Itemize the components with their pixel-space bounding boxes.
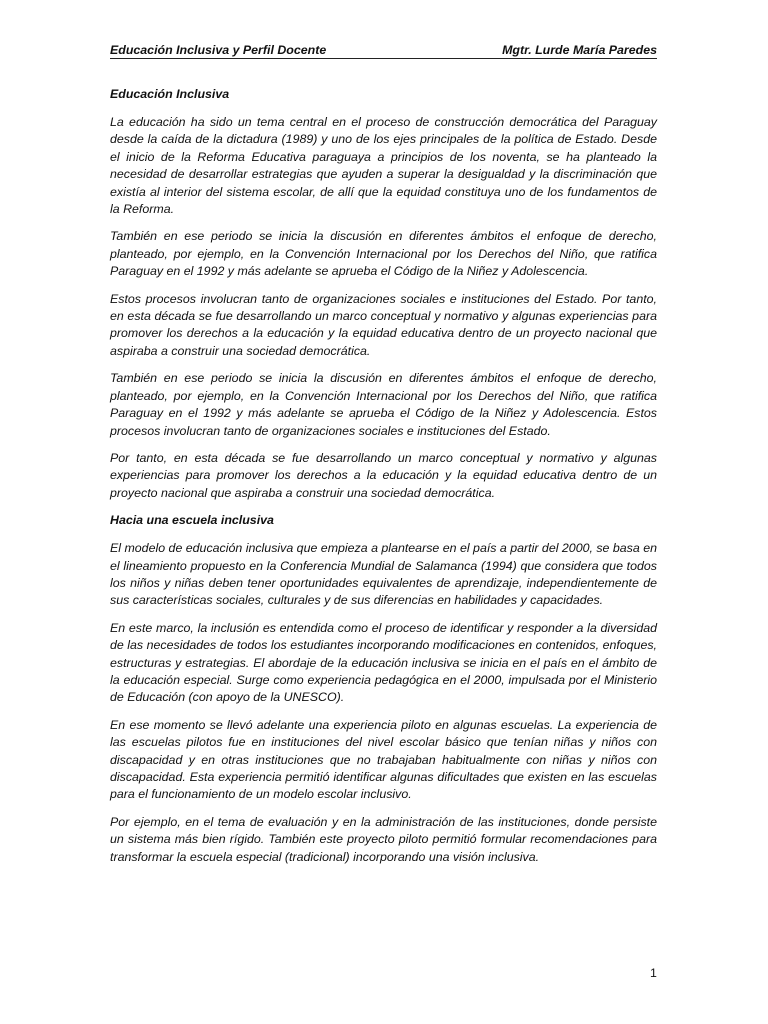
paragraph: También en ese periodo se inicia la discusión en diferentes ámbitos el enfoque de derecho, planteado, por ejemplo, en la Convención Internacional por los Derechos del Niño, que ratifica Paraguay en el 1992 y más adelante se aprueba el Código de la Niñez y Adolescencia. (110, 229, 657, 279)
paragraph: También en ese periodo se inicia la discusión en diferentes ámbitos el enfoque de derecho, planteado, por ejemplo, en la Convención Internacional por los Derechos del Niño, que ratifica Paraguay en el 1992 y más adelante se aprueba el Código de la Niñez y Adolescencia. Estos procesos involucran tanto de organizaciones sociales e instituciones del Estado. (110, 371, 657, 438)
paragraph: La educación ha sido un tema central en el proceso de construcción democrática del Paraguay desde la caída de la dictadura (1989) y uno de los ejes principales de la política de Estado. Desde el inicio de la Reforma Educativa paraguaya a principios de los noventa, se ha planteado la necesidad de desarrollar estrategias que ayuden a superar la desigualdad y la discriminación que existía al interior del sistema escolar, de allí que la equidad constituya uno de los fundamentos de la Reforma. (110, 115, 657, 217)
page-number: 1 (650, 966, 657, 980)
document-body (110, 86, 657, 876)
paragraph: Por tanto, en esta década se fue desarrollando un marco conceptual y normativo y algunas experiencias para promover los derechos a la educación y la equidad educativa dentro de un proyecto nacional que aspiraba a construir una sociedad democrática. (110, 450, 657, 500)
page-header (110, 42, 657, 59)
paragraph: En ese momento se llevó adelante una experiencia piloto en algunas escuelas. La experiencia de las escuelas pilotos fue en instituciones del nivel escolar básico que tenían niñas y niños con discapacidad y en otras instituciones que no trabajaban habitualmente con niñas y niños con discapacidad. Esta experiencia permitió identificar algunas dificultades que existen en las escuelas para el funcionamiento de un modelo escolar inclusivo. (110, 717, 657, 802)
header-title: Educación Inclusiva y Perfil Docente (110, 43, 327, 57)
header-author: Mgtr. Lurde María Paredes (502, 43, 657, 57)
section-title: Hacia una escuela inclusiva (110, 513, 274, 528)
paragraph: En este marco, la inclusión es entendida como el proceso de identificar y responder a la diversidad de las necesidades de todos los estudiantes incorporando modificaciones en contenidos, enfoques, estructuras y estrategias. El abordaje de la educación inclusiva se inicia en el país en el ámbito de la educación especial. Surge como experiencia pedagógica en el 2000, impulsada por el Ministerio de Educación (con apoyo de la UNESCO). (110, 620, 657, 705)
paragraph: El modelo de educación inclusiva que empieza a plantearse en el país a partir del 2000, se basa en el lineamiento propuesto en la Conferencia Mundial de Salamanca (1994) que considera que todos los niños y niñas deben tener oportunidades equivalentes de aprendizaje, independientemente de sus características sociales, culturales y de sus diferencias en habilidades y capacidades. (110, 541, 657, 608)
section-title: Educación Inclusiva (110, 87, 230, 101)
paragraph: Por ejemplo, en el tema de evaluación y en la administración de las instituciones, donde persiste un sistema más bien rígido. También este proyecto piloto permitió formular recomendaciones para transformar la escuela especial (tradicional) incorporando una visión inclusiva. (110, 814, 657, 864)
paragraph: Estos procesos involucran tanto de organizaciones sociales e instituciones del Estado. Por tanto, en esta década se fue desarrollando un marco conceptual y normativo y algunas experiencias para promover los derechos a la educación y la equidad educativa dentro de un proyecto nacional que aspiraba a construir una sociedad democrática. (110, 291, 657, 358)
